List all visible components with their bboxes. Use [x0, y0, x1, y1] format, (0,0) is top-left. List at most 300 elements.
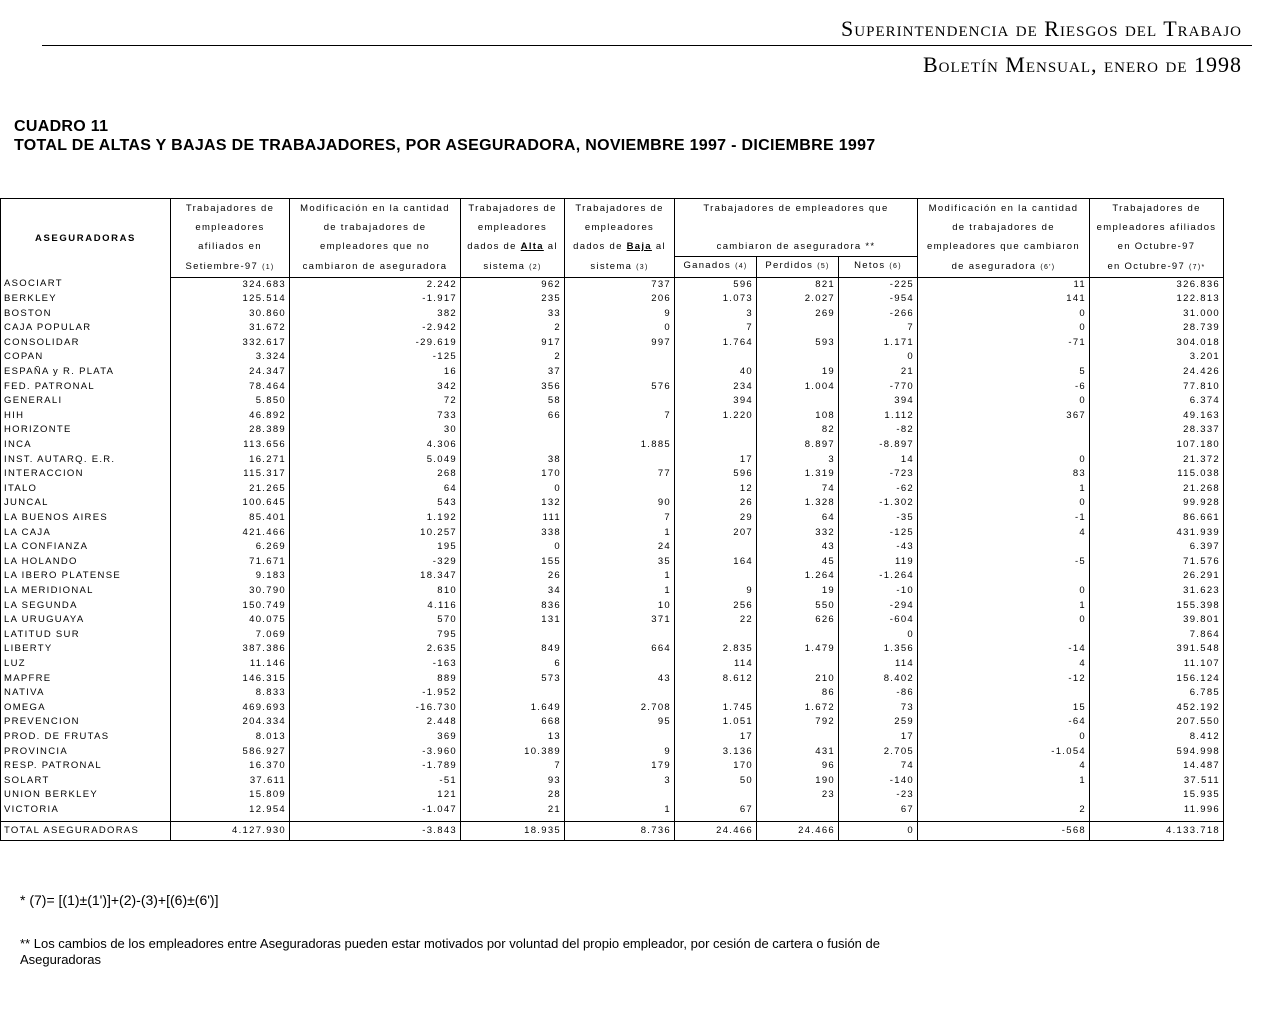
table-row: [1, 701, 1224, 716]
cell-altas: 21: [461, 803, 565, 818]
cell-setiembre: 37.611: [171, 774, 290, 789]
note-ref-1: (1): [262, 263, 275, 271]
cell-netos: -62: [839, 482, 918, 497]
col-header-modificacion-1-line2: de trabajadores de: [290, 218, 461, 237]
cell-ganados: 9: [675, 584, 757, 599]
cell-ganados: 50: [675, 774, 757, 789]
col-header-aseguradoras: ASEGURADORAS: [1, 199, 171, 278]
cell-insurer-name: ASOCIART: [1, 277, 171, 292]
cell-netos: 0: [839, 628, 918, 643]
cell-modificacion-6: 0: [918, 307, 1090, 322]
cell-altas: 836: [461, 599, 565, 614]
cell-setiembre: 40.075: [171, 613, 290, 628]
table-row: [1, 307, 1224, 322]
total-modificacion-6: -568: [918, 822, 1090, 841]
cell-netos: -8.897: [839, 438, 918, 453]
cell-octubre: 156.124: [1090, 672, 1224, 687]
cell-bajas: 7: [565, 409, 675, 424]
cell-altas: [461, 628, 565, 643]
cell-setiembre: 7.069: [171, 628, 290, 643]
cell-netos: 21: [839, 365, 918, 380]
cell-ganados: 1.220: [675, 409, 757, 424]
total-insurer-name: TOTAL ASEGURADORAS: [1, 822, 171, 841]
cell-modificacion-6: [918, 350, 1090, 365]
cell-perdidos: 19: [757, 584, 839, 599]
cell-ganados: 164: [675, 555, 757, 570]
cell-modificacion-1: 268: [290, 467, 461, 482]
cell-insurer-name: RESP. PATRONAL: [1, 759, 171, 774]
footnote: ** Los cambios de los empleadores entre Aseguradoras pueden estar motivados por voluntad del propio empleador, por cesión de cartera o fusión de Aseguradoras: [20, 936, 880, 967]
cell-perdidos: 45: [757, 555, 839, 570]
cell-bajas: [565, 394, 675, 409]
cell-bajas: 35: [565, 555, 675, 570]
cell-ganados: 596: [675, 467, 757, 482]
cell-insurer-name: INST. AUTARQ. E.R.: [1, 453, 171, 468]
cell-netos: 0: [839, 350, 918, 365]
cell-bajas: 576: [565, 380, 675, 395]
cell-bajas: 43: [565, 672, 675, 687]
cell-perdidos: 96: [757, 759, 839, 774]
cell-modificacion-1: 4.306: [290, 438, 461, 453]
cell-modificacion-1: 10.257: [290, 526, 461, 541]
cell-modificacion-1: 121: [290, 788, 461, 803]
cell-insurer-name: LA URUGUAYA: [1, 613, 171, 628]
cell-octubre: 31.623: [1090, 584, 1224, 599]
cell-perdidos: [757, 657, 839, 672]
cell-insurer-name: INTERACCION: [1, 467, 171, 482]
cell-perdidos: 550: [757, 599, 839, 614]
cell-netos: -35: [839, 511, 918, 526]
bajas-sistema: sistema: [590, 260, 633, 272]
cell-altas: 1.649: [461, 701, 565, 716]
cell-altas: 962: [461, 277, 565, 292]
cell-netos: 114: [839, 657, 918, 672]
cell-insurer-name: LA IBERO PLATENSE: [1, 569, 171, 584]
bajas-suffix: al: [651, 241, 666, 253]
col-header-altas: Trabajadores de: [461, 199, 565, 219]
cell-modificacion-6: [918, 788, 1090, 803]
cell-ganados: 256: [675, 599, 757, 614]
cell-perdidos: 74: [757, 482, 839, 497]
col-header-bajas-line4: [565, 257, 675, 278]
cell-octubre: 14.487: [1090, 759, 1224, 774]
table-row: [1, 496, 1224, 511]
table-row: [1, 555, 1224, 570]
cell-bajas: 1: [565, 526, 675, 541]
altas-prefix: dados de: [467, 241, 521, 253]
cell-netos: -140: [839, 774, 918, 789]
cell-ganados: 29: [675, 511, 757, 526]
cell-bajas: [565, 350, 675, 365]
cell-modificacion-1: 342: [290, 380, 461, 395]
cell-netos: -10: [839, 584, 918, 599]
cell-insurer-name: ITALO: [1, 482, 171, 497]
cell-modificacion-6: 4: [918, 657, 1090, 672]
cell-setiembre: 28.389: [171, 423, 290, 438]
cell-setiembre: 21.265: [171, 482, 290, 497]
cell-modificacion-6: [918, 438, 1090, 453]
cell-bajas: [565, 628, 675, 643]
cell-insurer-name: LA CAJA: [1, 526, 171, 541]
col-header-modificacion-1-line3: empleadores que no: [290, 237, 461, 257]
cell-bajas: 0: [565, 321, 675, 336]
cell-perdidos: 1.004: [757, 380, 839, 395]
cell-modificacion-1: 30: [290, 423, 461, 438]
cell-octubre: 28.739: [1090, 321, 1224, 336]
table-row: [1, 526, 1224, 541]
cell-ganados: 3.136: [675, 745, 757, 760]
cell-ganados: 234: [675, 380, 757, 395]
cell-netos: -86: [839, 686, 918, 701]
cell-ganados: [675, 686, 757, 701]
cell-bajas: 2.708: [565, 701, 675, 716]
cell-netos: 14: [839, 453, 918, 468]
cell-modificacion-6: 0: [918, 584, 1090, 599]
cell-modificacion-1: 889: [290, 672, 461, 687]
cell-perdidos: [757, 730, 839, 745]
cell-modificacion-1: -3.960: [290, 745, 461, 760]
altas-keyword: Alta: [520, 241, 544, 253]
cell-altas: [461, 423, 565, 438]
cell-setiembre: 150.749: [171, 599, 290, 614]
cell-modificacion-1: -1.952: [290, 686, 461, 701]
cell-setiembre: 324.683: [171, 277, 290, 292]
cell-setiembre: 15.809: [171, 788, 290, 803]
cell-insurer-name: HORIZONTE: [1, 423, 171, 438]
cell-ganados: [675, 350, 757, 365]
cell-octubre: 326.836: [1090, 277, 1224, 292]
cell-altas: [461, 686, 565, 701]
col-header-modificacion-6-line3: empleadores que cambiaron: [918, 237, 1090, 257]
cell-bajas: 1: [565, 569, 675, 584]
cell-modificacion-6: 1: [918, 774, 1090, 789]
cell-octubre: 107.180: [1090, 438, 1224, 453]
cell-modificacion-6: 0: [918, 453, 1090, 468]
cell-setiembre: 30.860: [171, 307, 290, 322]
cell-bajas: 77: [565, 467, 675, 482]
cell-altas: 668: [461, 715, 565, 730]
cell-netos: -1.264: [839, 569, 918, 584]
cell-setiembre: 113.656: [171, 438, 290, 453]
col-header-setiembre-line2: empleadores: [171, 218, 290, 237]
cell-perdidos: 821: [757, 277, 839, 292]
table-row: [1, 774, 1224, 789]
cell-setiembre: 24.347: [171, 365, 290, 380]
cell-modificacion-1: 72: [290, 394, 461, 409]
cell-modificacion-6: 83: [918, 467, 1090, 482]
cell-setiembre: 31.672: [171, 321, 290, 336]
cell-ganados: [675, 438, 757, 453]
cell-altas: 7: [461, 759, 565, 774]
cell-octubre: 207.550: [1090, 715, 1224, 730]
cell-ganados: 170: [675, 759, 757, 774]
cell-modificacion-1: -16.730: [290, 701, 461, 716]
note-ref-3: (3): [636, 263, 649, 271]
setiembre-label: Setiembre-97: [185, 260, 259, 272]
cell-modificacion-1: 1.192: [290, 511, 461, 526]
cell-bajas: 9: [565, 307, 675, 322]
cell-setiembre: 115.317: [171, 467, 290, 482]
table-row: [1, 569, 1224, 584]
cell-altas: 13: [461, 730, 565, 745]
table-row: [1, 409, 1224, 424]
cell-ganados: [675, 788, 757, 803]
cell-setiembre: 469.693: [171, 701, 290, 716]
cell-setiembre: 387.386: [171, 642, 290, 657]
cell-altas: 356: [461, 380, 565, 395]
cell-modificacion-6: 4: [918, 526, 1090, 541]
cell-octubre: 115.038: [1090, 467, 1224, 482]
cell-modificacion-6: -5: [918, 555, 1090, 570]
cell-octubre: 15.935: [1090, 788, 1224, 803]
cell-octubre: 6.397: [1090, 540, 1224, 555]
cell-perdidos: 1.328: [757, 496, 839, 511]
cell-modificacion-6: [918, 628, 1090, 643]
cell-insurer-name: PROVINCIA: [1, 745, 171, 760]
cell-insurer-name: VICTORIA: [1, 803, 171, 818]
cell-altas: 338: [461, 526, 565, 541]
col-header-octubre: Trabajadores de: [1090, 199, 1224, 219]
cell-modificacion-6: 5: [918, 365, 1090, 380]
total-ganados: 24.466: [675, 822, 757, 841]
cell-setiembre: 9.183: [171, 569, 290, 584]
cell-perdidos: 1.479: [757, 642, 839, 657]
cell-modificacion-1: 5.049: [290, 453, 461, 468]
cell-bajas: 206: [565, 292, 675, 307]
cell-modificacion-1: 16: [290, 365, 461, 380]
cell-ganados: 22: [675, 613, 757, 628]
altas-sistema: sistema: [483, 260, 526, 272]
cell-ganados: 207: [675, 526, 757, 541]
cell-ganados: 1.051: [675, 715, 757, 730]
cell-perdidos: 332: [757, 526, 839, 541]
cell-modificacion-6: -64: [918, 715, 1090, 730]
col-header-group-spacer: [675, 218, 918, 237]
col-header-group-cambiaron: Trabajadores de empleadores que: [675, 199, 918, 219]
cell-modificacion-1: 64: [290, 482, 461, 497]
cell-ganados: 17: [675, 730, 757, 745]
cell-bajas: 10: [565, 599, 675, 614]
cell-netos: -1.302: [839, 496, 918, 511]
table-row: [1, 584, 1224, 599]
table-row: [1, 642, 1224, 657]
cell-insurer-name: LA CONFIANZA: [1, 540, 171, 555]
cell-octubre: 49.163: [1090, 409, 1224, 424]
cell-octubre: 594.998: [1090, 745, 1224, 760]
cell-altas: 10.389: [461, 745, 565, 760]
cell-setiembre: 586.927: [171, 745, 290, 760]
cell-perdidos: 8.897: [757, 438, 839, 453]
cell-bajas: 90: [565, 496, 675, 511]
cell-modificacion-1: 4.116: [290, 599, 461, 614]
cell-modificacion-1: -329: [290, 555, 461, 570]
cell-ganados: [675, 423, 757, 438]
cell-insurer-name: LA BUENOS AIRES: [1, 511, 171, 526]
ganados-label: Ganados: [683, 260, 732, 272]
table-row: [1, 759, 1224, 774]
cell-netos: -294: [839, 599, 918, 614]
cell-setiembre: 8.833: [171, 686, 290, 701]
cell-ganados: 2.835: [675, 642, 757, 657]
cell-setiembre: 30.790: [171, 584, 290, 599]
cell-modificacion-1: -1.047: [290, 803, 461, 818]
perdidos-label: Perdidos: [765, 260, 814, 272]
table-row: [1, 715, 1224, 730]
cell-insurer-name: CAJA POPULAR: [1, 321, 171, 336]
cell-ganados: 7: [675, 321, 757, 336]
table-number: CUADRO 11: [14, 118, 109, 135]
cell-altas: 131: [461, 613, 565, 628]
cell-insurer-name: PREVENCION: [1, 715, 171, 730]
cell-perdidos: 108: [757, 409, 839, 424]
cell-modificacion-6: 0: [918, 613, 1090, 628]
cell-octubre: 21.372: [1090, 453, 1224, 468]
cell-modificacion-1: 2.242: [290, 277, 461, 292]
table-row: [1, 350, 1224, 365]
cell-insurer-name: OMEGA: [1, 701, 171, 716]
cell-modificacion-6: 0: [918, 730, 1090, 745]
cell-modificacion-1: 382: [290, 307, 461, 322]
cell-bajas: [565, 365, 675, 380]
altas-suffix: al: [543, 241, 558, 253]
cell-perdidos: [757, 803, 839, 818]
cell-netos: -82: [839, 423, 918, 438]
cell-octubre: 155.398: [1090, 599, 1224, 614]
cell-perdidos: 210: [757, 672, 839, 687]
cell-ganados: 3: [675, 307, 757, 322]
header-bulletin: Boletín Mensual, enero de 1998: [922, 52, 1242, 77]
note-ref-6p: (6'): [1040, 263, 1056, 271]
cell-ganados: 114: [675, 657, 757, 672]
cell-insurer-name: GENERALI: [1, 394, 171, 409]
cell-ganados: 12: [675, 482, 757, 497]
cell-perdidos: 1.264: [757, 569, 839, 584]
cell-insurer-name: LA SEGUNDA: [1, 599, 171, 614]
cell-altas: 132: [461, 496, 565, 511]
cell-perdidos: 269: [757, 307, 839, 322]
cell-altas: 2: [461, 350, 565, 365]
cell-insurer-name: HIH: [1, 409, 171, 424]
cell-altas: 58: [461, 394, 565, 409]
cell-altas: 2: [461, 321, 565, 336]
cell-insurer-name: NATIVA: [1, 686, 171, 701]
cell-octubre: 99.928: [1090, 496, 1224, 511]
cell-setiembre: 5.850: [171, 394, 290, 409]
cell-modificacion-6: -1: [918, 511, 1090, 526]
col-header-altas-line2: empleadores: [461, 218, 565, 237]
cell-modificacion-1: 195: [290, 540, 461, 555]
cell-insurer-name: ESPAÑA y R. PLATA: [1, 365, 171, 380]
col-header-octubre-line4: [1090, 257, 1224, 278]
cell-modificacion-1: 369: [290, 730, 461, 745]
col-header-octubre-line2: empleadores afiliados: [1090, 218, 1224, 237]
cell-ganados: [675, 628, 757, 643]
cell-insurer-name: CONSOLIDAR: [1, 336, 171, 351]
cell-bajas: 95: [565, 715, 675, 730]
cell-octubre: 7.864: [1090, 628, 1224, 643]
table-row: [1, 336, 1224, 351]
col-header-perdidos: [757, 257, 839, 278]
cell-setiembre: 146.315: [171, 672, 290, 687]
note-ref-5: (5): [817, 263, 830, 271]
cell-setiembre: 85.401: [171, 511, 290, 526]
table-body: [1, 277, 1224, 841]
cell-insurer-name: SOLART: [1, 774, 171, 789]
cell-bajas: 9: [565, 745, 675, 760]
table-title: TOTAL DE ALTAS Y BAJAS DE TRABAJADORES, POR ASEGURADORA, NOVIEMBRE 1997 - DICIEMBRE 1997: [14, 137, 876, 154]
cell-modificacion-6: 141: [918, 292, 1090, 307]
cell-altas: 6: [461, 657, 565, 672]
table-row: [1, 423, 1224, 438]
cell-insurer-name: LA HOLANDO: [1, 555, 171, 570]
table-row: [1, 292, 1224, 307]
cell-altas: 26: [461, 569, 565, 584]
table-row: [1, 482, 1224, 497]
cell-octubre: 71.576: [1090, 555, 1224, 570]
cell-octubre: 11.107: [1090, 657, 1224, 672]
cell-octubre: 77.810: [1090, 380, 1224, 395]
cell-netos: 1.356: [839, 642, 918, 657]
table-row: [1, 321, 1224, 336]
cell-altas: 66: [461, 409, 565, 424]
cell-modificacion-6: 0: [918, 321, 1090, 336]
cell-modificacion-6: 367: [918, 409, 1090, 424]
cell-netos: -770: [839, 380, 918, 395]
cell-ganados: 17: [675, 453, 757, 468]
cell-netos: -604: [839, 613, 918, 628]
cell-perdidos: [757, 350, 839, 365]
netos-label: Netos: [854, 260, 886, 272]
table-row: [1, 511, 1224, 526]
cell-perdidos: 19: [757, 365, 839, 380]
cell-modificacion-1: -1.789: [290, 759, 461, 774]
bajas-prefix: dados de: [573, 241, 627, 253]
cell-bajas: 3: [565, 774, 675, 789]
col-header-modificacion-1-line4: [290, 257, 461, 278]
col-header-modificacion-1: Modificación en la cantidad: [290, 199, 461, 219]
cell-octubre: 26.291: [1090, 569, 1224, 584]
cell-bajas: 24: [565, 540, 675, 555]
cell-ganados: 26: [675, 496, 757, 511]
cell-ganados: 394: [675, 394, 757, 409]
cell-octubre: 86.661: [1090, 511, 1224, 526]
cell-altas: 111: [461, 511, 565, 526]
cell-netos: 394: [839, 394, 918, 409]
cell-bajas: [565, 788, 675, 803]
col-header-altas-line3: [461, 237, 565, 257]
cell-modificacion-1: 733: [290, 409, 461, 424]
cell-modificacion-6: 2: [918, 803, 1090, 818]
col-header-setiembre-line4: [171, 257, 290, 278]
cell-perdidos: [757, 628, 839, 643]
cell-ganados: 1.073: [675, 292, 757, 307]
col-header-modificacion-6-line4: [918, 257, 1090, 278]
cell-netos: -954: [839, 292, 918, 307]
cell-setiembre: 204.334: [171, 715, 290, 730]
cell-octubre: 431.939: [1090, 526, 1224, 541]
cell-setiembre: 125.514: [171, 292, 290, 307]
cell-perdidos: 86: [757, 686, 839, 701]
total-octubre: 4.133.718: [1090, 822, 1224, 841]
cell-bajas: [565, 482, 675, 497]
cell-modificacion-6: 0: [918, 496, 1090, 511]
total-altas: 18.935: [461, 822, 565, 841]
cell-setiembre: 12.954: [171, 803, 290, 818]
cell-netos: 17: [839, 730, 918, 745]
cell-setiembre: 16.271: [171, 453, 290, 468]
cell-insurer-name: LATITUD SUR: [1, 628, 171, 643]
total-perdidos: 24.466: [757, 822, 839, 841]
